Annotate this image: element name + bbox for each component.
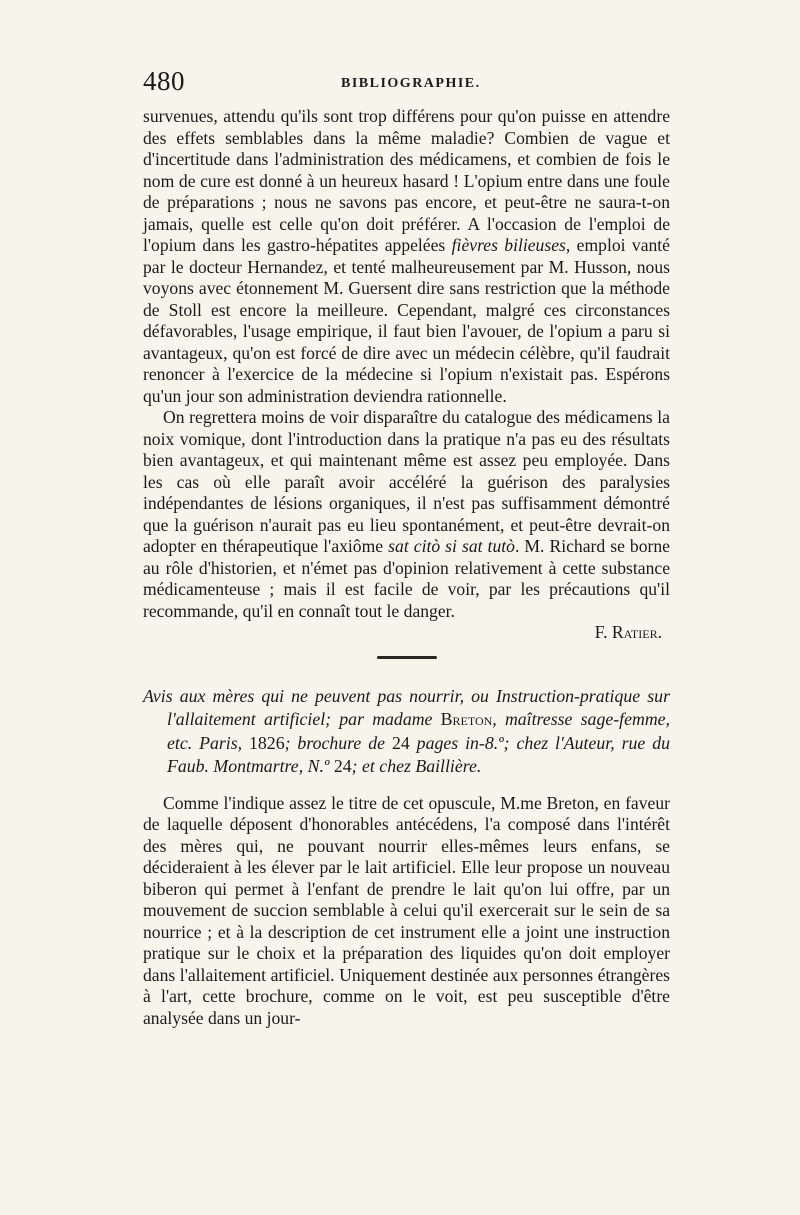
paragraph-opium-text: survenues, attendu qu'ils sont trop différens pour qu'on puisse en attendre des effets semblables dans la même maladie? Combien de vague et d'incertitude dans l'administration des médicamens, et combien de fois le nom de cure est donné à un heureux hasard ! L'opium entre dans une foule de préparations ; nous ne savons pas encore, et peut-être ne saura-t-on jamais, quelle est celle qu'on doit préférer. A l'occasion de l'emploi de l'opium dans les gastro-hépatites appelées bbox=[143, 106, 670, 255]
review-heading-part-3: ; brochure de bbox=[284, 732, 386, 753]
review-heading-part-4: pages in-8.º; chez l'Auteur, rue du Faub. Montmartre, N.º bbox=[167, 732, 671, 776]
page-number: 480 bbox=[143, 66, 185, 96]
paragraph-opium-rest: , emploi vanté par le docteur Hernandez, et tenté malheureusement par M. Husson, nous voyons avec étonnement M. Guersent dire sans restriction que la méthode de Stoll est encore la meilleure. Cependant, malgré ces circonstances défavorables, l'usage empirique, il faut bien l'avouer, de l'opium a paru si avantageux, qu'on est forcé de dire avec un médecin célèbre, qu'il faudrait renoncer à l'exercice de la médecine si l'opium n'existait pas. Espérons qu'un jour son administration deviendra rationnelle. bbox=[143, 235, 670, 406]
review-heading bbox=[143, 685, 670, 779]
running-head-title: BIBLIOGRAPHIE. bbox=[341, 76, 481, 91]
signature: F. Ratier. bbox=[594, 622, 662, 642]
paragraph-noix-vomique-text: On regrettera moins de voir disparaître du catalogue des médicamens la noix vomique, dont l'introduction dans la pratique n'a pas eu des résultats bien avantageux, et qui maintenant même est assez peu employée. Dans les cas où elle paraît avoir accéléré la guérison des paralysies indépendantes de lésions organiques, il n'est pas suffisamment démontré que la guérison n'aurait pas eu lieu spontanément, et peut-être devrait-on adopter en thérapeutique l'axiôme bbox=[143, 407, 670, 556]
review-heading-author: Breton bbox=[440, 709, 493, 729]
review-heading-pages: 24 bbox=[391, 732, 410, 753]
signature-line bbox=[143, 622, 670, 644]
paragraph-noix-vomique-rest: . M. Richard se borne au rôle d'historien, et n'émet pas d'opinion relativement à cette substance médicamenteuse ; mais il est facile de voir, par les précautions qu'il recommande, qu'il en connaît tout le danger. bbox=[143, 536, 670, 621]
paragraph-opium bbox=[143, 106, 670, 407]
review-heading-part-2: , maîtresse sage-femme, etc. Paris, bbox=[167, 709, 670, 753]
review-heading-part-1: Avis aux mères qui ne peuvent pas nourrir, ou Instruction-pratique sur l'allaitement artificiel; par madame bbox=[143, 685, 670, 729]
paragraph-noix-vomique bbox=[143, 407, 670, 622]
review-heading-number: 24 bbox=[333, 756, 352, 776]
section-divider bbox=[143, 656, 670, 659]
running-head bbox=[143, 66, 670, 106]
divider-rule bbox=[377, 656, 437, 659]
review-body: Comme l'indique assez le titre de cet opuscule, M.me Breton, en faveur de laquelle déposent d'honorables antécédens, l'a composé dans l'intérêt des mères qui, ne pouvant nourrir elles-mêmes leurs enfans, se décideraient à les élever par le lait artificiel. Elle leur propose un nouveau biberon qui permet à l'enfant de prendre le lait qu'on lui offre, par un mouvement de succion semblable à celui qu'il exercerait sur le sein de sa nourrice ; et à la description de cet instrument elle a joint une instruction pratique sur le choix et la préparation des liquides qu'on doit employer dans l'allaitement artificiel. Uniquement destinée aux personnes étrangères à l'art, cette brochure, comme on le voit, est peu susceptible d'être analysée dans un jour- bbox=[143, 792, 670, 1028]
italic-axiom: sat citò si sat tutò bbox=[388, 536, 515, 556]
italic-fievres-bilieuses: fièvres bilieuses bbox=[451, 235, 566, 255]
review-heading-part-5: ; et chez Baillière. bbox=[351, 756, 482, 776]
review-heading-year: 1826 bbox=[249, 732, 285, 753]
